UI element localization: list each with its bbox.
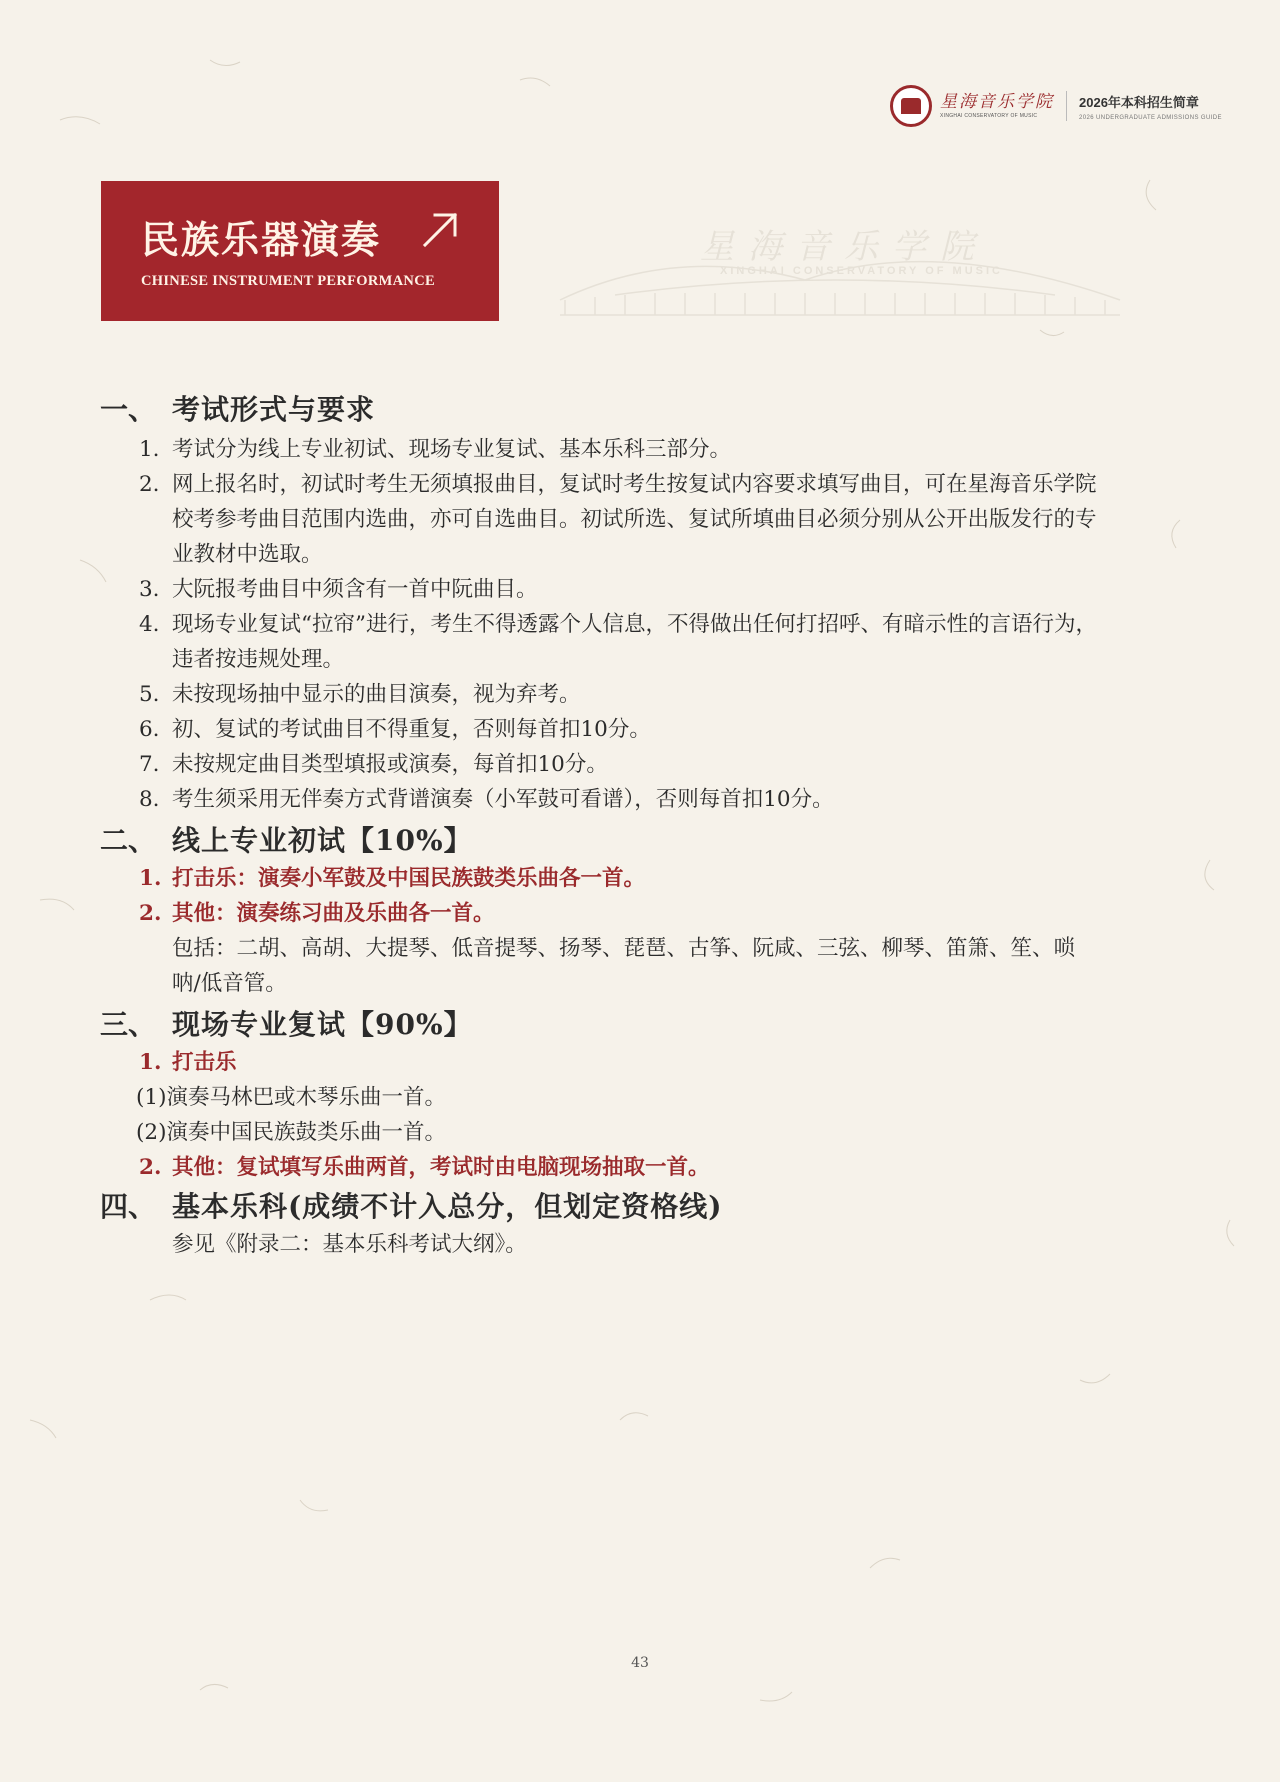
guide-heading [1079,92,1222,121]
section-heading-4 [100,1187,1100,1227]
building-outline-icon [555,205,1125,330]
section-title: 线上专业初试【10%】 [172,824,473,857]
guide-title: 2026年本科招生简章 [1079,94,1199,110]
section-title: 现场专业复试【90%】 [172,1008,473,1041]
section-number: 三、 [100,1008,157,1041]
list-item [100,1045,1100,1080]
section-number: 一、 [100,393,157,426]
campus-watermark [555,205,1125,330]
item-text: 打击乐 [172,1050,237,1075]
item-text: 其他：演奏练习曲及乐曲各一首。 [172,901,495,926]
item-text: 现场专业复试“拉帘”进行，考生不得透露个人信息，不得做出任何打招呼、有暗示性的言语行为，违者按违规处理。 [172,612,1097,672]
section-title: 基本乐科(成绩不计入总分，但划定资格线) [172,1190,723,1223]
watermark-cn: 星海音乐学院 [700,227,988,267]
item-number: 1. [139,437,160,462]
item-text: 未按现场抽中显示的曲目演奏，视为弃考。 [172,682,581,707]
list-item [100,1150,1100,1185]
list-item [100,712,1100,747]
list-item [100,467,1100,572]
main-content [100,390,1100,1262]
item-text: 其他：复试填写乐曲两首，考试时由电脑现场抽取一首。 [172,1155,710,1180]
item-number: 2. [139,901,162,926]
title-banner [101,181,499,321]
section-number: 四、 [100,1190,157,1223]
item-number: 5. [139,682,160,707]
item-number: 3. [139,577,160,602]
item-number: 2. [139,1155,162,1180]
banner-title-en: CHINESE INSTRUMENT PERFORMANCE [141,273,435,289]
watermark-en: XINGHAI CONSERVATORY OF MUSIC [720,265,1003,277]
item-text: 考生须采用无伴奏方式背谱演奏（小军鼓可看谱），否则每首扣10分。 [172,787,834,812]
sub-item: (1)演奏马林巴或木琴乐曲一首。 [136,1085,446,1110]
item-number: 7. [139,752,160,777]
list-item [100,747,1100,782]
list-item [100,861,1100,896]
list-item [100,782,1100,817]
section-number: 二、 [100,824,157,857]
item-text: 未按规定曲目类型填报或演奏，每首扣10分。 [172,752,608,777]
section-heading-1 [100,390,1100,430]
conservatory-logo-icon [890,85,932,127]
item-number: 1. [139,866,162,891]
reference-text: 参见《附录二：基本乐科考试大纲》。 [172,1232,527,1257]
section-heading-3 [100,1005,1100,1045]
item-number: 6. [139,717,160,742]
guide-subtitle: 2026 UNDERGRADUATE ADMISSIONS GUIDE [1079,114,1222,121]
list-item [100,896,1100,931]
item-text: 考试分为线上专业初试、现场专业复试、基本乐科三部分。 [172,437,732,462]
section-1-list [100,432,1100,817]
list-item [100,607,1100,677]
sub-item: (2)演奏中国民族鼓类乐曲一首。 [136,1120,446,1145]
page-header [890,86,1222,126]
list-item [100,432,1100,467]
item-text: 网上报名时，初试时考生无须填报曲目，复试时考生按复试内容要求填写曲目，可在星海音乐学院校考参考曲目范围内选曲，亦可自选曲目。初试所选、复试所填曲目必须分别从公开出版发行的专业教材中选取。 [172,472,1097,567]
header-divider [1066,91,1067,121]
banner-title-cn: 民族乐器演奏 [141,217,382,262]
section-heading-2 [100,821,1100,861]
item-number: 2. [139,472,160,497]
logo-en: XINGHAI CONSERVATORY OF MUSIC [940,112,1038,119]
item-text: 打击乐：演奏小军鼓及中国民族鼓类乐曲各一首。 [172,866,646,891]
list-item [100,677,1100,712]
arrow-up-right-icon [419,209,461,251]
item-number: 4. [139,612,160,637]
item-number: 8. [139,787,160,812]
item-text: 初、复试的考试曲目不得重复，否则每首扣10分。 [172,717,651,742]
list-item [100,572,1100,607]
logo-cn: 星海音乐学院 [940,91,1054,112]
page-number: 43 [631,1655,649,1671]
instrument-list: 包括：二胡、高胡、大提琴、低音提琴、扬琴、琵琶、古筝、阮咸、三弦、柳琴、笛箫、笙、唢呐/低音管。 [172,936,1076,996]
item-number: 1. [139,1050,162,1075]
logo-text [940,91,1054,119]
item-text: 大阮报考曲目中须含有一首中阮曲目。 [172,577,538,602]
section-title: 考试形式与要求 [172,393,376,426]
